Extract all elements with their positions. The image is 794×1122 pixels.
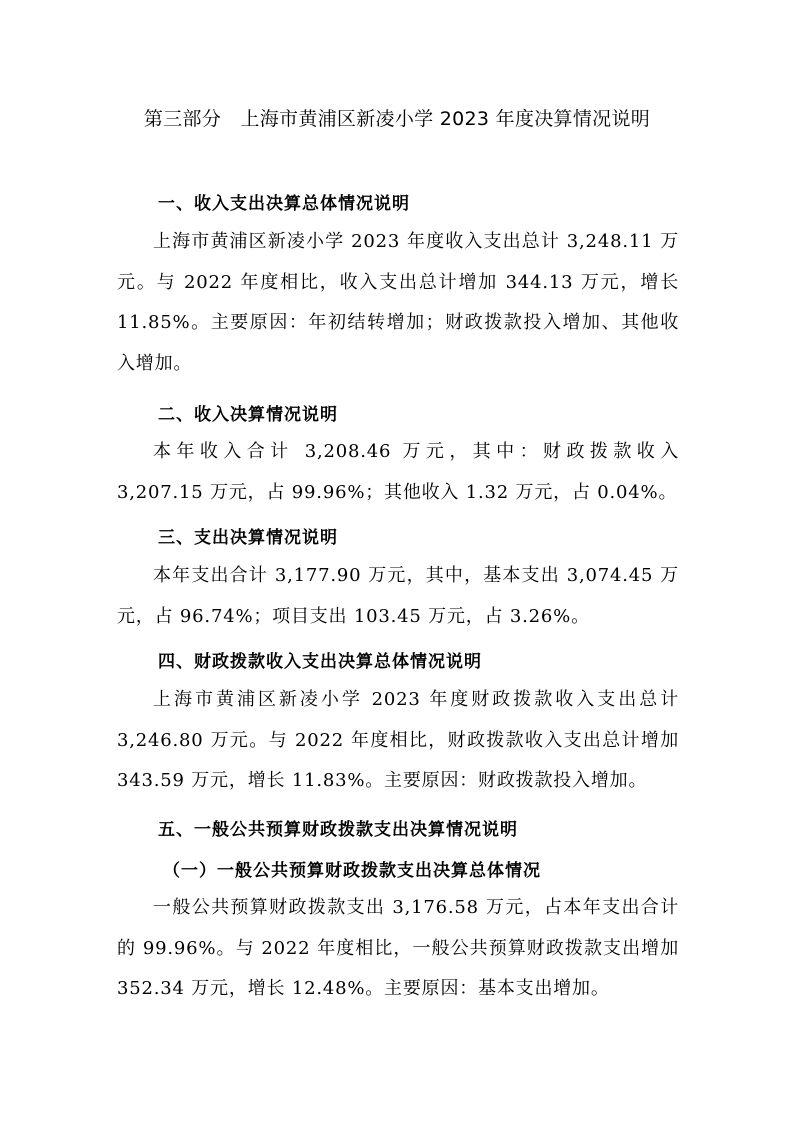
section-heading-1: 一、收入支出决算总体情况说明 [158,194,410,214]
section-heading-3: 三、支出决算情况说明 [158,528,338,548]
section-heading-5: 五、一般公共预算财政拨款支出决算情况说明 [158,820,518,840]
section-body-1: 上海市黄浦区新凌小学 2023 年度收入支出总计 3,248.11 万元。与 2022 年度相比，收入支出总计增加 344.13 万元，增长 11.85%。主要原因：年初结转增加；财政拨款投入增加、其他收入增加。 [117,231,679,374]
section-heading-2: 二、收入决算情况说明 [158,405,338,425]
section-body-4: 上海市黄浦区新凌小学 2023 年度财政拨款收入支出总计 3,246.80 万元。与 2022 年度相比，财政拨款收入支出总计增加 343.59 万元，增长 11.83%。主要原因：财政拨款投入增加。 [117,689,679,791]
page-title: 第三部分 上海市黄浦区新凌小学 2023 年度决算情况说明 [143,108,651,130]
subsection-heading-5-1: （一）一般公共预算财政拨款支出决算总体情况 [163,861,541,881]
subsection-body-5-1: 一般公共预算财政拨款支出 3,176.58 万元，占本年支出合计的 99.96%。与 2022 年度相比，一般公共预算财政拨款支出增加 352.34 万元，增长 12.48%。主要原因：基本支出增加。 [117,897,679,999]
section-body-3: 本年支出合计 3,177.90 万元，其中，基本支出 3,074.45 万元，占 96.74%；项目支出 103.45 万元，占 3.26%。 [117,565,679,627]
section-body-2: 本年收入合计 3,208.46 万元，其中：财政拨款收入 3,207.15 万元，占 99.96%；其他收入 1.32 万元，占 0.04%。 [117,441,679,503]
section-heading-4: 四、财政拨款收入支出决算总体情况说明 [158,652,482,672]
